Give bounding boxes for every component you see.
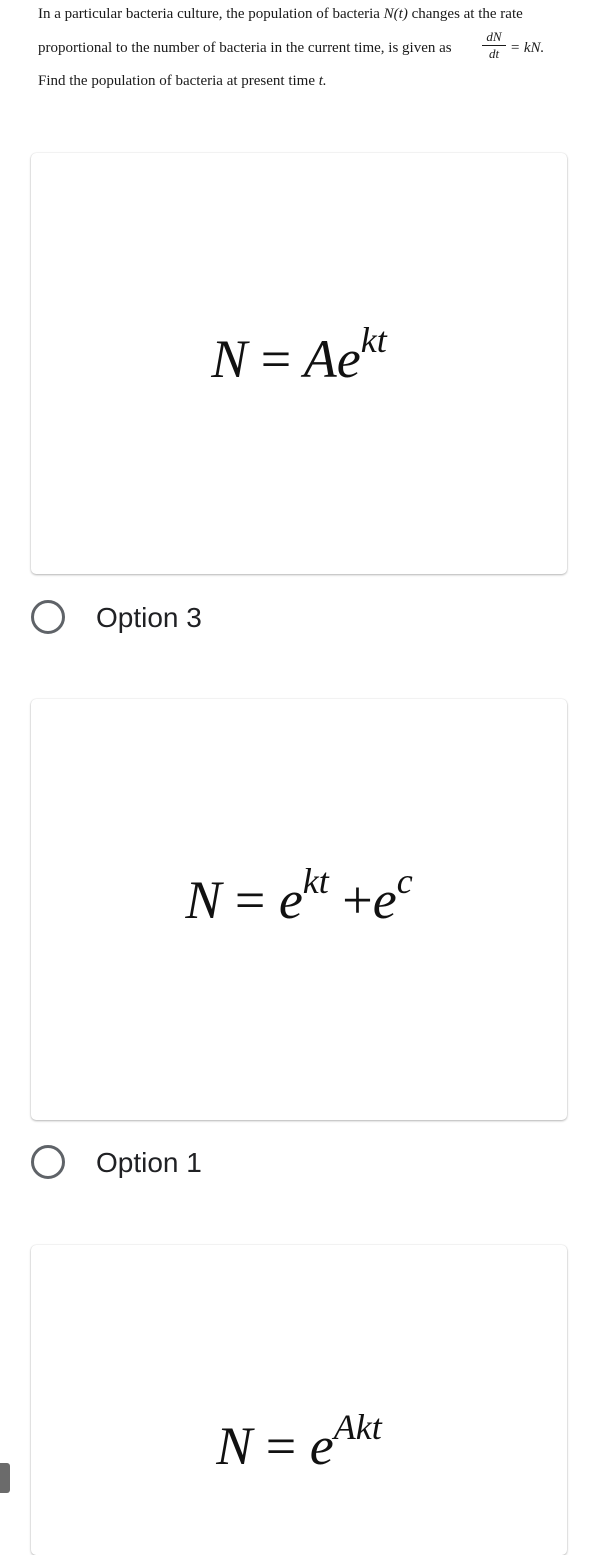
option-image-card-3 (31, 1245, 567, 1555)
formula-3-equals: = (265, 1416, 297, 1476)
formula-1-lhs: N (211, 329, 248, 389)
question-function-notation: N(t) (383, 6, 408, 22)
question-line-2: proportional to the number of bacteria in the current time, is given as (38, 40, 452, 56)
question-text (0, 0, 615, 100)
question-line-1-prefix: In a particular bacteria culture, the population of bacteria (38, 6, 380, 22)
formula-3 (31, 1407, 567, 1477)
question-line-1-suffix: changes at the rate (411, 6, 523, 22)
formula-2-equals: = (234, 870, 266, 930)
formula-3-exponent: Akt (333, 1407, 382, 1447)
side-drag-handle[interactable] (0, 1463, 10, 1493)
radio-option-3[interactable] (31, 598, 431, 642)
formula-3-base: e (309, 1416, 334, 1476)
formula-2-exponent-2: c (396, 861, 413, 901)
question-time-variable: t. (318, 73, 327, 89)
option-1-label: Option 1 (96, 1147, 202, 1178)
option-image-card-1 (31, 153, 567, 574)
fraction-denominator: dt (488, 46, 500, 61)
fraction-rhs: = kN. (510, 40, 545, 56)
formula-2 (31, 861, 567, 931)
formula-2-lhs: N (185, 870, 222, 930)
radio-button-icon[interactable] (31, 600, 65, 634)
formula-1-base: Ae (303, 329, 361, 389)
formula-1-exponent: kt (360, 320, 387, 360)
fraction-numerator: dN (482, 29, 506, 46)
derivative-fraction (482, 29, 506, 62)
option-3-label: Option 3 (96, 602, 202, 633)
question-line-1 (38, 6, 523, 23)
formula-1-equals: = (260, 329, 292, 389)
radio-option-1[interactable] (31, 1143, 431, 1187)
formula-2-plus: + (342, 870, 373, 930)
formula-1 (31, 320, 567, 390)
formula-3-lhs: N (216, 1416, 253, 1476)
formula-2-exponent: kt (302, 861, 329, 901)
radio-button-icon[interactable] (31, 1145, 65, 1179)
question-line-3-text: Find the population of bacteria at present time (38, 73, 316, 89)
formula-2-base: e (278, 870, 303, 930)
formula-2-base-2: e (372, 870, 397, 930)
question-line-3 (38, 73, 327, 90)
option-image-card-2 (31, 699, 567, 1120)
